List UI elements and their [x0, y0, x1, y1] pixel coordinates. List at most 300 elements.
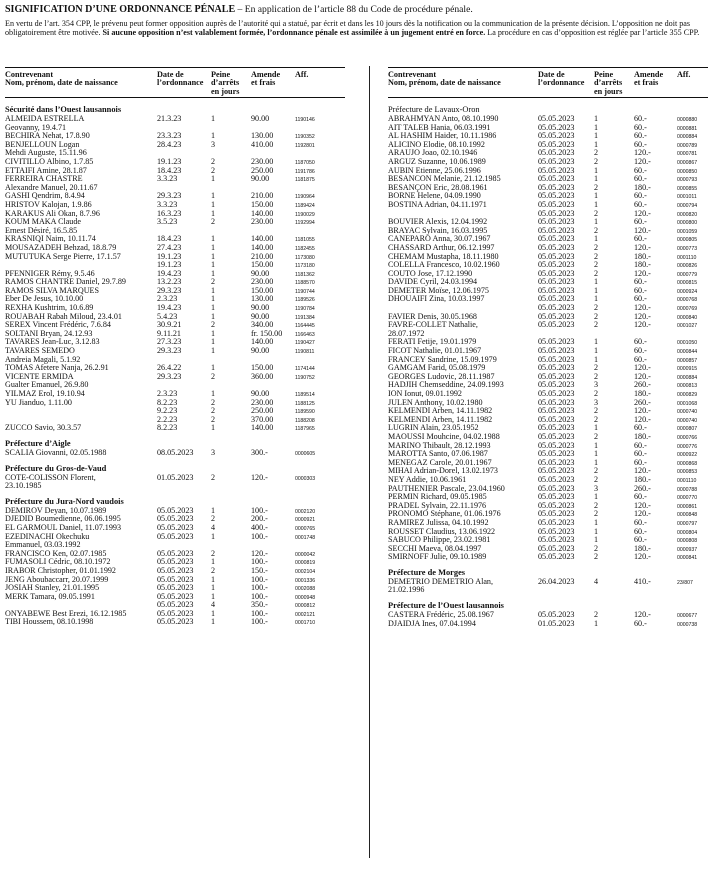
- case-number: 1190146: [295, 117, 315, 123]
- offender-name: SABUCO Philippe, 23.02.1981: [388, 535, 491, 545]
- order-date: 2.3.23: [157, 389, 178, 398]
- case-number: 0000781: [677, 151, 698, 158]
- arrest-days: 1: [594, 217, 599, 227]
- fine-amount: 180.-: [634, 431, 651, 441]
- offender-name: SOLTANI Bryan, 24.12.93: [5, 328, 93, 338]
- arrest-days: 2: [594, 268, 599, 278]
- arrest-days: 1: [211, 260, 216, 270]
- arrest-days: 2: [594, 474, 599, 484]
- case-number: 0000740: [677, 417, 698, 424]
- fine-amount: 140.00: [251, 234, 274, 244]
- arrest-days: 2: [211, 548, 216, 558]
- arrest-days: 1: [594, 277, 599, 287]
- arrest-days: 2 2 2: [211, 397, 216, 424]
- offender-name: ONYABEWE Best Erezi, 16.12.1985: [5, 608, 127, 618]
- fine-amount: 180.-: [634, 251, 651, 261]
- arrest-days: 1: [211, 608, 216, 618]
- order-date: 18.4.23: [157, 234, 182, 244]
- order-date: 05.05.2023: [538, 174, 575, 184]
- arrest-days: 1: [594, 526, 599, 536]
- case-number: 0000922: [677, 452, 698, 459]
- offender-name: TIBI Houssem, 08.10.1998: [5, 617, 94, 627]
- offender-name: ALMEIDA ESTRELLA Geovanny, 19.4.71: [5, 114, 85, 132]
- offender-name: ZUCCO Savio, 30.3.57: [5, 423, 82, 433]
- right-column-body: [388, 104, 708, 628]
- order-date: 05.05.2023: [157, 514, 194, 524]
- section-title: Préfecture du Jura-Nord vaudois: [5, 496, 124, 506]
- fine-amount: 60.- 120.-: [634, 294, 651, 313]
- offender-name: EZEDINACHI Okechuku Emmanuel, 03.03.1992: [5, 531, 90, 550]
- offender-name: DAVIDE Cyril, 24.03.1994: [388, 277, 478, 287]
- offender-name: DHOUAIFI Zina, 10.03.1997: [388, 294, 485, 304]
- fine-amount: 120.-: [634, 311, 651, 321]
- fine-amount: 150.00: [251, 199, 274, 209]
- col-header-date: Date de l’ordonnance: [157, 70, 204, 88]
- offender-name: KELMENDI Arben, 14.11.1982: [388, 414, 493, 424]
- order-date: 05.05.2023: [538, 354, 575, 364]
- table-row: [5, 474, 345, 491]
- order-date: 05.05.2023: [538, 371, 575, 381]
- case-number: 0000770: [677, 495, 698, 502]
- fine-amount: 230.00: [251, 277, 274, 287]
- offender-name: AL HASHIM Haider, 10.11.1986: [388, 131, 497, 141]
- offender-name: PERMIN Richard, 09.05.1985: [388, 492, 487, 502]
- offender-name: JULEN Anthony, 10.02.1980: [388, 397, 483, 407]
- arrest-days: 3: [211, 447, 216, 457]
- arrest-days: 4: [594, 576, 599, 586]
- case-number: 0000800: [677, 220, 698, 227]
- case-number: 0000884: [677, 134, 698, 141]
- section-title: Préfecture de Morges: [388, 567, 466, 577]
- arrest-days: 2: [211, 320, 216, 330]
- fine-amount: 150.00: [251, 363, 274, 373]
- order-date: 05.05.2023: [538, 483, 575, 493]
- arrest-days: 1: [211, 234, 216, 244]
- offender-name: DJEDID Boumedienne, 06.06.1995: [5, 514, 121, 524]
- offender-name: FRANCEY Sandrine, 15.09.1979: [388, 354, 497, 364]
- table-row: [388, 578, 708, 595]
- order-date: 8.2.23: [157, 423, 178, 433]
- fine-amount: 60.-: [634, 618, 647, 628]
- table-row: [388, 201, 708, 218]
- case-number: 0002104: [295, 568, 316, 575]
- arrest-days: 1: [594, 618, 599, 628]
- arrest-days: 1: [594, 122, 599, 132]
- order-date: 05.05.2023: [538, 234, 575, 244]
- order-date: 05.05.2023: [538, 380, 575, 390]
- case-number: 1190744 1189526: [295, 288, 315, 304]
- arrest-days: 1: [594, 457, 599, 467]
- order-date: 01.05.2023: [538, 618, 575, 628]
- arrest-days: 1: [211, 423, 216, 433]
- section-title: Préfecture de l’Ouest lausannois: [388, 601, 504, 611]
- order-date: 26.04.2023: [538, 576, 575, 586]
- case-number: 0000766: [677, 434, 698, 441]
- fine-amount: 100.-: [251, 608, 268, 618]
- fine-amount: 180.-: [634, 182, 651, 192]
- order-date: 05.05.2023: [538, 449, 575, 459]
- arrest-days: 1: [594, 423, 599, 433]
- offender-name: BENJELLOUN Logan Mehdi Auguste, 15.11.96: [5, 139, 87, 158]
- case-number: 1188570: [295, 280, 315, 287]
- order-date: 05.05.2023: [538, 114, 575, 123]
- arrest-days: 2: [211, 514, 216, 524]
- fine-amount: 100.-: [251, 574, 268, 584]
- offender-name: GAMGAM Farid, 05.08.1979: [388, 363, 486, 373]
- arrest-days: 3: [594, 483, 599, 493]
- arrest-days: 1: [211, 583, 216, 593]
- arrest-days: 2: [594, 311, 599, 321]
- fine-amount: fr. 150.00: [251, 328, 283, 338]
- case-number: 1191384: [295, 314, 315, 321]
- column-header: [388, 68, 708, 98]
- case-number: 0000861: [677, 503, 698, 510]
- case-number: 0000867: [677, 159, 698, 166]
- offender-name: BOUVIER Alexis, 12.04.1992: [388, 217, 488, 227]
- order-date: 05.05.2023: [157, 583, 194, 593]
- order-date: 05.05.2023: [538, 268, 575, 278]
- fine-amount: 340.00: [251, 320, 274, 330]
- offender-name: MAROTTA Santo, 07.06.1987: [388, 449, 488, 459]
- case-number: 0000793: [677, 177, 698, 184]
- case-number: 0000921: [295, 517, 316, 524]
- offender-name: TOMAS Afetere Nanja, 26.2.91: [5, 363, 109, 373]
- fine-amount: 60.-: [634, 131, 647, 141]
- arrest-days: 1: [594, 517, 599, 527]
- arrest-days: 1: [211, 557, 216, 567]
- fine-amount: 60.-: [634, 423, 647, 433]
- arrest-days: 2: [594, 389, 599, 398]
- offender-name: JENG Aboubaccarr, 20.07.1999: [5, 574, 109, 584]
- case-number: 0000819: [295, 560, 316, 567]
- arrest-days: 2: [594, 156, 599, 166]
- order-date: 5.4.23: [157, 311, 178, 321]
- fine-amount: 100.-: [251, 557, 268, 567]
- fine-amount: 60.-: [634, 535, 647, 545]
- case-number: 1192801: [295, 142, 315, 149]
- case-number: 0000768 0000769: [677, 297, 698, 313]
- fine-amount: 400.-: [251, 522, 268, 532]
- arrest-days: 2: [594, 251, 599, 261]
- order-date: 30.9.21: [157, 320, 182, 330]
- case-number: 0000915: [677, 366, 698, 373]
- case-number: 0000850: [677, 168, 698, 175]
- fine-amount: 120.-: [634, 320, 651, 330]
- fine-amount: 180.-: [634, 389, 651, 398]
- case-number: 1190352: [295, 134, 315, 141]
- offender-name: JOSIAH Stanley, 21.01.1995: [5, 583, 100, 593]
- order-date: 05.05.2023: [157, 557, 194, 567]
- case-number: 0001050: [677, 340, 698, 347]
- order-date: 19.1.23: [157, 260, 182, 270]
- arrest-days: 1: [594, 535, 599, 545]
- fine-amount: 120.-: [634, 242, 651, 252]
- offender-name: VICENTE ERMIDA Gualter Emanuel, 26.9.80: [5, 371, 89, 390]
- order-date: 05.05.2023: [538, 543, 575, 553]
- offender-name: ARGUZ Suzanne, 10.06.1989: [388, 156, 486, 166]
- offender-name: BESANCON Melanie, 21.12.1985: [388, 174, 501, 184]
- offender-name: BORNE Helene, 04.09.1990: [388, 191, 481, 201]
- offender-name: FERATI Fetije, 19.01.1979: [388, 337, 477, 347]
- order-date: 05.05.2023 05.05.2023: [538, 199, 575, 218]
- order-date: 05.05.2023: [538, 182, 575, 192]
- offender-name: RAMOS CHANTRE Daniel, 29.7.89: [5, 277, 126, 287]
- fine-amount: 140.00: [251, 337, 274, 347]
- offender-name: PRADEL Sylvain, 22.11.1976: [388, 500, 487, 510]
- section-title: Préfecture de Lavaux-Oron: [388, 105, 480, 114]
- arrest-days: 1: [211, 268, 216, 278]
- fine-amount: 180.-: [634, 474, 651, 484]
- arrest-days: 2: [211, 371, 216, 381]
- case-number: 0000853: [677, 469, 698, 476]
- case-number: 1174144: [295, 366, 315, 373]
- order-date: 13.2.23: [157, 277, 182, 287]
- arrest-days: 2: [594, 610, 599, 620]
- col-header-peine: Peine d’arrêts en jours: [211, 70, 240, 96]
- arrest-days: 2: [594, 543, 599, 553]
- order-date: 3.5.23: [157, 217, 178, 227]
- case-number: 0002088: [295, 586, 316, 593]
- fine-amount: 60.-: [634, 191, 647, 201]
- fine-amount: 120.-: [251, 472, 268, 482]
- fine-amount: 410.-: [634, 576, 651, 586]
- order-date: 05.05.2023: [538, 397, 575, 407]
- fine-amount: 90.00: [251, 268, 270, 278]
- fine-amount: 120.-: [634, 414, 651, 424]
- col-header-amount: Amende et frais: [634, 70, 664, 88]
- arrest-days: 2: [594, 509, 599, 519]
- fine-amount: 140.00: [251, 208, 274, 218]
- fine-amount: 60.-: [634, 217, 647, 227]
- order-date: 05.05.2023: [157, 574, 194, 584]
- case-number: 1166463: [295, 331, 315, 338]
- order-date: 29.3.23 2.3.23: [157, 285, 182, 304]
- fine-amount: 60.-: [634, 139, 647, 149]
- table-row: [388, 553, 708, 562]
- offender-name: KOUM MAKA Claude Ernest Désiré, 16.5.85: [5, 217, 81, 235]
- case-number: 0000884: [677, 374, 698, 381]
- order-date: 05.05.2023: [538, 535, 575, 545]
- arrest-days: 2: [211, 472, 216, 482]
- arrest-days: 1: [594, 191, 599, 201]
- fine-amount: 60.-: [634, 114, 647, 123]
- order-date: 28.4.23: [157, 139, 182, 149]
- offender-name: MENEGAZ Carole, 20.01.1967: [388, 457, 492, 467]
- offender-name: ALICINO Elodie, 08.10.1992: [388, 139, 485, 149]
- case-number: 0000605: [295, 450, 316, 457]
- arrest-days: 2: [211, 165, 216, 175]
- arrest-days: 2: [594, 371, 599, 381]
- case-number: 1181055: [295, 237, 315, 244]
- case-number: 0000677: [677, 613, 698, 620]
- table-row: [5, 424, 345, 433]
- table-row: [5, 115, 345, 132]
- case-number: 1188125 1189590 1188208: [295, 400, 315, 424]
- order-date: 05.05.2023 05.05.2023: [157, 591, 194, 610]
- case-number: 0001110: [677, 477, 697, 484]
- case-number: 1190811: [295, 349, 315, 356]
- order-date: 05.05.2023: [538, 320, 575, 330]
- arrest-days: 2: [594, 148, 599, 158]
- case-number: 0000855: [677, 185, 698, 192]
- fine-amount: 210.00: [251, 251, 274, 261]
- order-date: 05.05.2023: [538, 191, 575, 201]
- case-number: 1187965: [295, 426, 315, 433]
- fine-amount: 60.-: [634, 517, 647, 527]
- offender-name: FAVIER Denis, 30.05.1968: [388, 311, 477, 321]
- col-header-peine: Peine d’arrêts en jours: [594, 70, 623, 96]
- arrest-days: 1: [594, 131, 599, 141]
- offender-name: CANEPARO Anna, 30.07.1967: [388, 234, 491, 244]
- case-number: 1190964: [295, 194, 315, 201]
- table-row: [5, 175, 345, 192]
- arrest-days: 1: [211, 242, 216, 252]
- order-date: 05.05.2023: [538, 139, 575, 149]
- case-number: 1182455: [295, 245, 315, 252]
- intro-end-text: La procédure en cas d’opposition est réglée par l’article 355 CPP.: [485, 28, 700, 38]
- case-number: 0000857: [677, 357, 698, 364]
- arrest-days: 2: [211, 565, 216, 575]
- order-date: 05.05.2023 05.05.2023: [538, 294, 575, 313]
- offender-name: BOSTINA Adrian, 04.11.1971: [388, 199, 487, 209]
- fine-amount: 90.00: [251, 389, 270, 398]
- offender-name: DJAIDJA Ines, 07.04.1994: [388, 618, 476, 628]
- table-row: [388, 620, 708, 629]
- case-number: 0000740: [677, 409, 698, 416]
- case-number: 0000808: [677, 538, 698, 545]
- offender-name: FERREIRA CHASTRE Alexandre Manuel, 20.11.67: [5, 174, 98, 192]
- order-date: 05.05.2023: [538, 457, 575, 467]
- section-title: Sécurité dans l’Ouest lausannois: [5, 105, 122, 114]
- case-number: 1190752: [295, 374, 315, 381]
- case-number: 0000844: [677, 349, 698, 356]
- offender-name: BECHIRA Nehat, 17.8.90: [5, 131, 90, 141]
- arrest-days: 1: [594, 449, 599, 459]
- order-date: 21.3.23: [157, 114, 182, 123]
- arrest-days: 1: [594, 285, 599, 295]
- arrest-days: 1: [211, 617, 216, 627]
- case-number: 1181362: [295, 271, 315, 278]
- order-date: 05.05.2023: [157, 548, 194, 558]
- case-number: 0000765: [295, 525, 316, 532]
- table-row: [5, 449, 345, 458]
- arrest-days: 2: [211, 156, 216, 166]
- arrest-days: 1: [211, 303, 216, 313]
- order-date: 19.4.23: [157, 268, 182, 278]
- case-number: 0000794 0000820: [677, 202, 698, 218]
- fine-amount: 120.-: [251, 548, 268, 558]
- case-number: 0000881: [677, 125, 698, 132]
- arrest-days: 1: [211, 363, 216, 373]
- fine-amount: 90.00: [251, 303, 270, 313]
- case-number: 0000788: [677, 486, 698, 493]
- col-header-aff: Aff.: [677, 70, 691, 79]
- order-date: 19.1.23: [157, 156, 182, 166]
- section-title: Préfecture d’Aigle: [5, 438, 71, 448]
- case-number: 0002121: [295, 611, 316, 618]
- fine-amount: 100.-: [251, 617, 268, 627]
- offender-name: ETTAIFI Amine, 28.1.87: [5, 165, 87, 175]
- case-number: 0000848: [677, 512, 698, 519]
- case-number: 0000813: [677, 383, 698, 390]
- fine-amount: 60.-: [634, 337, 647, 347]
- case-number: 1190784: [295, 306, 315, 313]
- arrest-days: 2: [594, 406, 599, 416]
- table-row: [5, 373, 345, 390]
- table-row: [388, 321, 708, 338]
- arrest-days: 1: [594, 346, 599, 356]
- arrest-days: 1: [211, 251, 216, 261]
- offender-name: FUMASOLI Cédric, 08.10.1972: [5, 557, 111, 567]
- offender-name: HADJIH Chemseddine, 24.09.1993: [388, 380, 504, 390]
- order-date: 05.05.2023: [538, 311, 575, 321]
- order-date: 05.05.2023: [538, 131, 575, 141]
- case-number: 1181875: [295, 177, 315, 184]
- fine-amount: 60.-: [634, 457, 647, 467]
- table-row: [5, 218, 345, 235]
- order-date: 27.4.23: [157, 242, 182, 252]
- case-number: 0001059: [677, 228, 698, 235]
- arrest-days: 1: [211, 337, 216, 347]
- offender-name: MAOUSSI Mouhcine, 04.02.1988: [388, 431, 500, 441]
- offender-name: COUTO Jose, 17.12.1990: [388, 268, 473, 278]
- fine-amount: 100.-: [251, 505, 268, 515]
- table-row: [5, 287, 345, 304]
- order-date: 05.05.2023: [538, 517, 575, 527]
- case-number: 0000840: [677, 314, 698, 321]
- right-column: [388, 67, 708, 628]
- fine-amount: 260.-: [634, 483, 651, 493]
- order-date: 05.05.2023: [538, 423, 575, 433]
- fine-amount: 140.00: [251, 242, 274, 252]
- fine-amount: 60.-: [634, 492, 647, 502]
- case-number: 0000841: [677, 555, 698, 562]
- order-date: 08.05.2023: [157, 447, 194, 457]
- fine-amount: 120.-: [634, 156, 651, 166]
- order-date: 01.05.2023: [157, 472, 194, 482]
- case-number: 23/807: [677, 579, 693, 586]
- fine-amount: 150.-: [251, 565, 268, 575]
- arrest-days: 1: [594, 174, 599, 184]
- case-number: 0000303: [295, 475, 316, 482]
- arrest-days: 1: [211, 574, 216, 584]
- offender-name: YILMAZ Erol, 19.10.94: [5, 389, 85, 398]
- order-date: 05.05.2023: [538, 440, 575, 450]
- offender-name: SMIRNOFF Julie, 09.10.1989: [388, 552, 487, 562]
- offender-name: KARAKUS Ali Okan, 8.7.96: [5, 208, 100, 218]
- order-date: 05.05.2023: [538, 474, 575, 484]
- fine-amount: 100.-: [251, 583, 268, 593]
- offender-name: MERK Tamara, 09.05.1991: [5, 591, 95, 601]
- case-number: 0000807: [677, 426, 698, 433]
- arrest-days: 2: [594, 466, 599, 476]
- table-row: [5, 593, 345, 610]
- case-number: 1190029: [295, 211, 315, 218]
- case-number: 0001110: [677, 254, 697, 261]
- left-column-body: [5, 104, 345, 627]
- offender-name: BRAYAC Sylvain, 16.03.1995: [388, 225, 488, 235]
- arrest-days: 1: [211, 208, 216, 218]
- fine-amount: 260.-: [634, 397, 651, 407]
- arrest-days: 1: [211, 328, 216, 338]
- offender-name: COLELLA Francesco, 10.02.1960: [388, 260, 500, 270]
- order-date: 05.05.2023: [538, 414, 575, 424]
- fine-amount: 60.-: [634, 440, 647, 450]
- offender-name: IRABOR Christopher, 01.01.1992: [5, 565, 116, 575]
- order-date: 05.05.2023: [538, 492, 575, 502]
- case-number: 0000789: [677, 142, 698, 149]
- arrest-days: 2: [594, 431, 599, 441]
